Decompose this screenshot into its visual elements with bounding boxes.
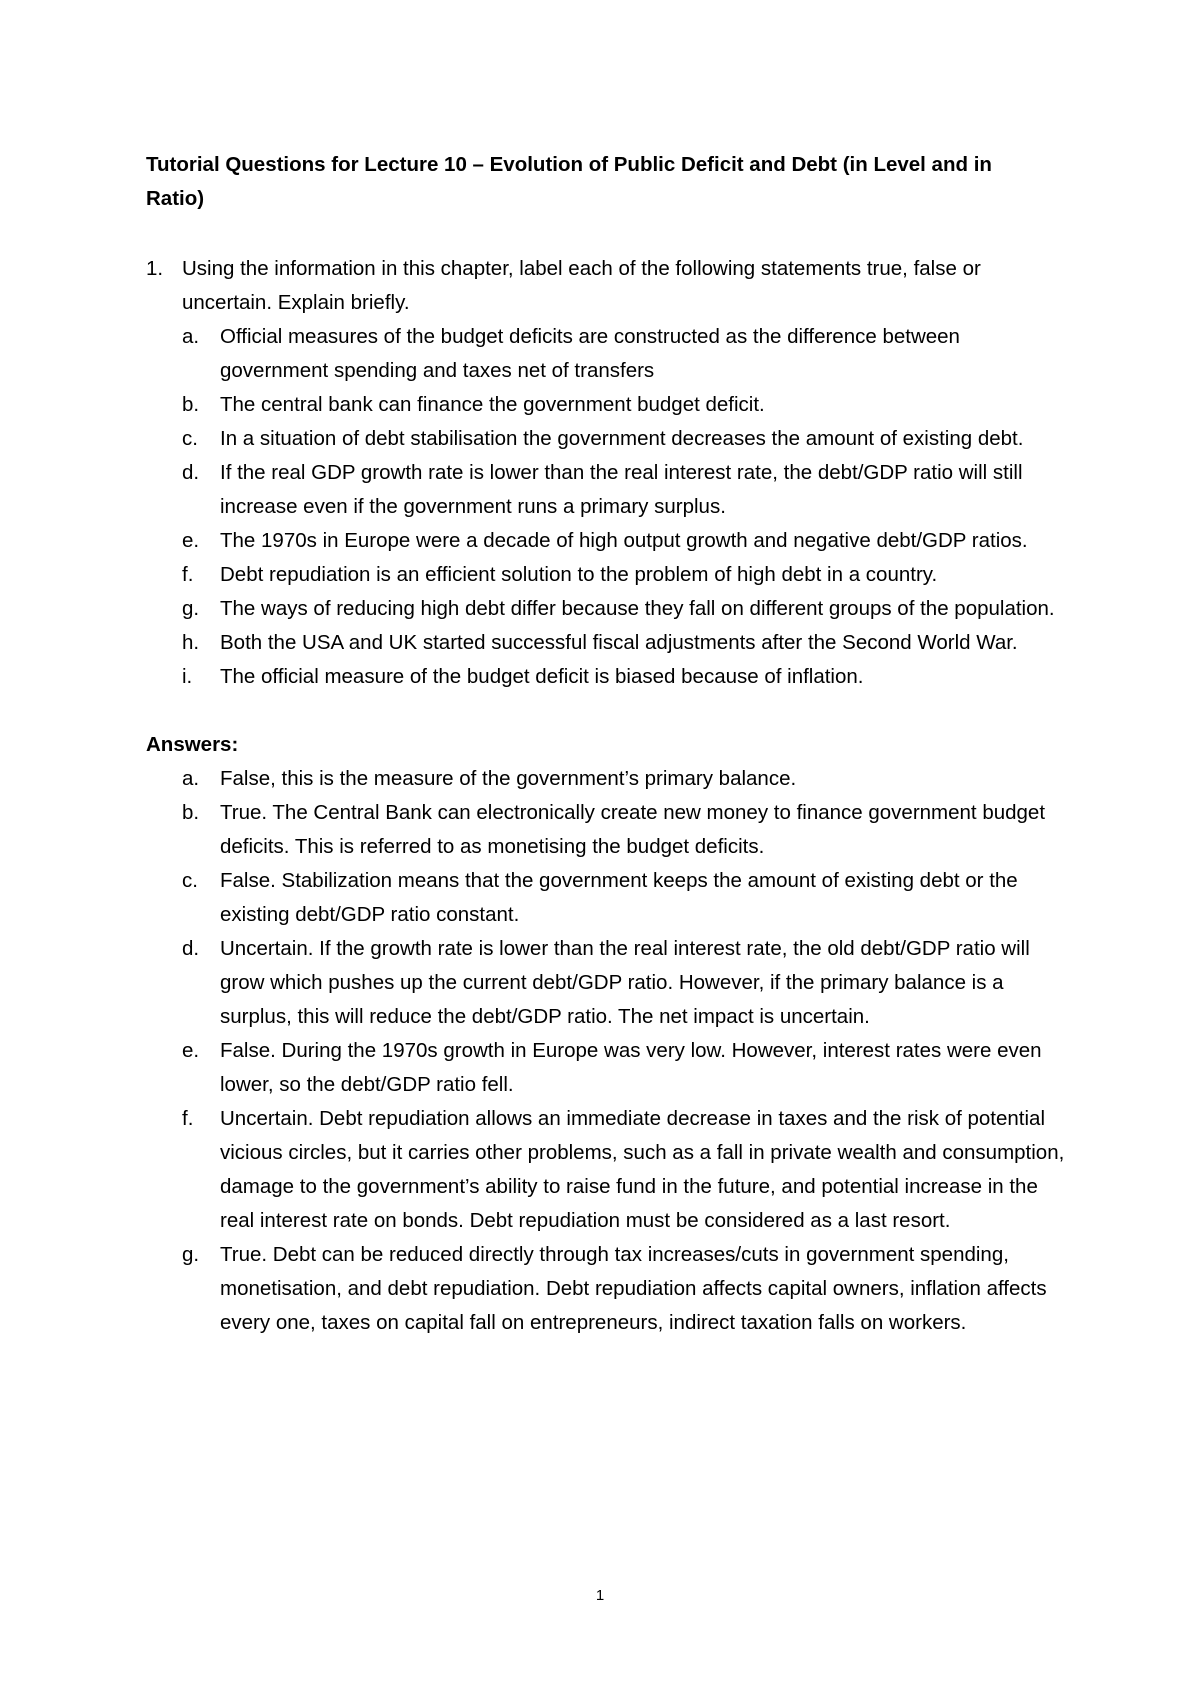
statement-item	[182, 456, 1066, 524]
statement-text: The ways of reducing high debt differ because they fall on different groups of the population.	[220, 597, 1055, 620]
answer-letter: b.	[182, 801, 200, 824]
answer-letter: c.	[182, 869, 198, 892]
question-body	[182, 252, 1066, 694]
answer-item	[182, 1034, 1066, 1102]
answer-text: False. During the 1970s growth in Europe was very low. However, interest rates were even lower, so the debt/GDP ratio fell.	[220, 1039, 1042, 1096]
statement-text: The official measure of the budget deficit is biased because of inflation.	[220, 665, 864, 688]
question-1	[146, 252, 1066, 694]
statement-item	[182, 422, 1066, 456]
statement-text: Both the USA and UK started successful fiscal adjustments after the Second World War.	[220, 631, 1018, 654]
statement-text: If the real GDP growth rate is lower than the real interest rate, the debt/GDP ratio will still increase even if the government runs a primary surplus.	[220, 461, 1023, 518]
statement-letter: a.	[182, 325, 200, 348]
answer-item	[182, 1102, 1066, 1238]
answer-item	[182, 932, 1066, 1034]
statement-text: Official measures of the budget deficits are constructed as the difference between government spending and taxes net of transfers	[220, 325, 960, 382]
statement-letter: f.	[182, 563, 194, 586]
answer-text: False, this is the measure of the government’s primary balance.	[220, 767, 797, 790]
answer-text: Uncertain. If the growth rate is lower than the real interest rate, the old debt/GDP ratio will grow which pushes up the current debt/GDP ratio. However, if the primary balance is a surplus, this will reduce the debt/GDP ratio. The net impact is uncertain.	[220, 937, 1030, 1028]
document-title: Tutorial Questions for Lecture 10 – Evolution of Public Deficit and Debt (in Level and in Ratio)	[146, 153, 992, 210]
statement-letter: g.	[182, 597, 200, 620]
statement-item	[182, 558, 1066, 592]
statement-item	[182, 524, 1066, 558]
page-content	[146, 148, 1066, 1340]
statement-item	[182, 592, 1066, 626]
answer-text: True. Debt can be reduced directly through tax increases/cuts in government spending, monetisation, and debt repudiation. Debt repudiation affects capital owners, inflation affects every one, taxes on capital fall on entrepreneurs, indirect taxation falls on workers.	[220, 1243, 1047, 1334]
statement-item	[182, 388, 1066, 422]
answer-list	[146, 762, 1066, 1340]
answer-text: True. The Central Bank can electronically create new money to finance government budget deficits. This is referred to as monetising the budget deficits.	[220, 801, 1046, 858]
answer-text: Uncertain. Debt repudiation allows an immediate decrease in taxes and the risk of potential vicious circles, but it carries other problems, such as a fall in private wealth and consumption, damage to the government’s ability to raise fund in the future, and potential increase in the real interest rate on bonds. Debt repudiation must be considered as a last resort.	[220, 1107, 1065, 1232]
statement-text: The central bank can finance the government budget deficit.	[220, 393, 765, 416]
answer-item	[182, 762, 1066, 796]
statement-text: Debt repudiation is an efficient solution to the problem of high debt in a country.	[220, 563, 938, 586]
answers-heading: Answers:	[146, 733, 239, 756]
answer-letter: d.	[182, 937, 200, 960]
answer-letter: g.	[182, 1243, 200, 1266]
statement-letter: c.	[182, 427, 198, 450]
statement-letter: h.	[182, 631, 200, 654]
answer-item	[182, 796, 1066, 864]
statement-letter: e.	[182, 529, 200, 552]
statement-item	[182, 626, 1066, 660]
answer-letter: f.	[182, 1107, 194, 1130]
statement-letter: b.	[182, 393, 200, 416]
question-number: 1.	[146, 257, 164, 280]
statement-text: The 1970s in Europe were a decade of high output growth and negative debt/GDP ratios.	[220, 529, 1028, 552]
question-prompt: Using the information in this chapter, label each of the following statements true, false or uncertain. Explain briefly.	[182, 257, 981, 314]
statement-list	[182, 320, 1066, 694]
answer-letter: e.	[182, 1039, 200, 1062]
statement-letter: d.	[182, 461, 200, 484]
statement-letter: i.	[182, 665, 193, 688]
page-number: 1	[595, 1587, 605, 1604]
statement-item	[182, 660, 1066, 694]
answer-item	[182, 864, 1066, 932]
answer-letter: a.	[182, 767, 200, 790]
answer-text: False. Stabilization means that the government keeps the amount of existing debt or the existing debt/GDP ratio constant.	[220, 869, 1018, 926]
statement-text: In a situation of debt stabilisation the government decreases the amount of existing debt.	[220, 427, 1024, 450]
statement-item	[182, 320, 1066, 388]
answer-item	[182, 1238, 1066, 1340]
